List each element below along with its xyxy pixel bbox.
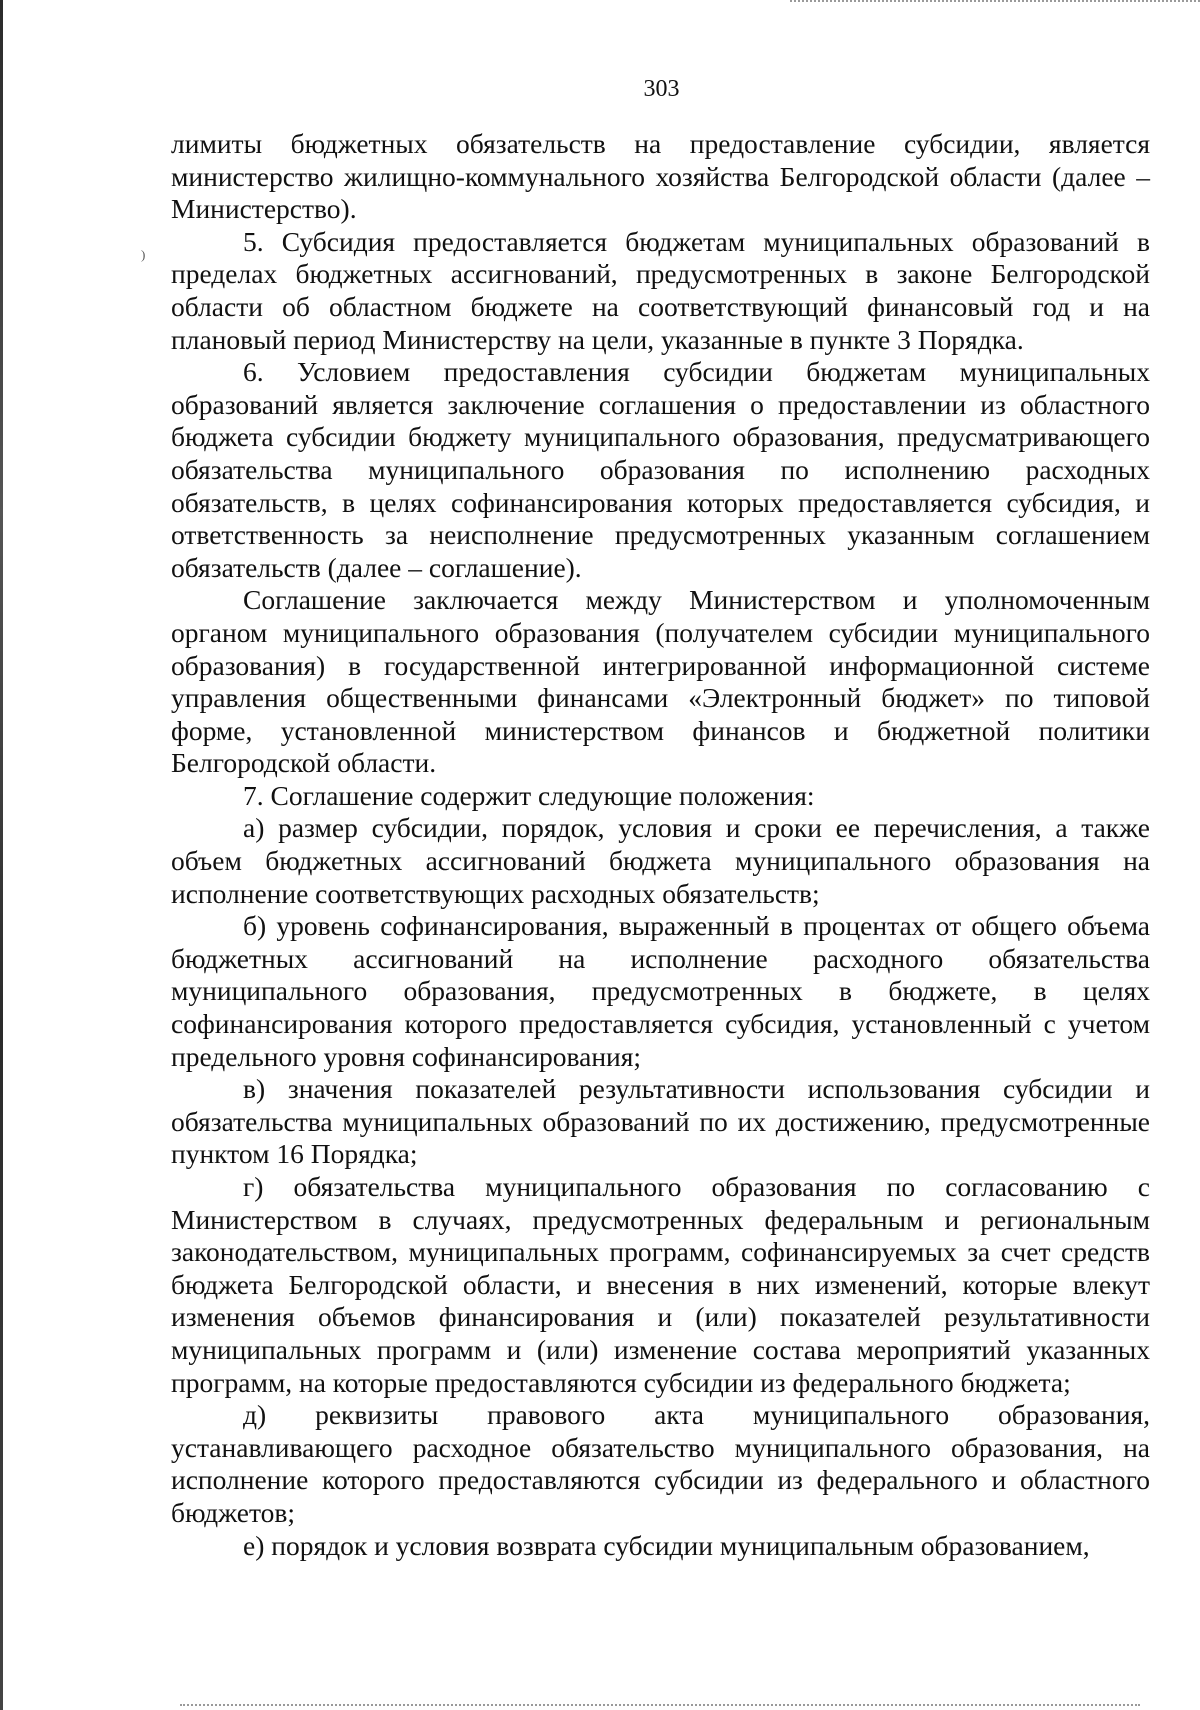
- paragraph-item-5: 5. Субсидия предоставляется бюджетам муниципальных образований в пределах бюджетных ассигнований, предусмотренных в законе Белгородской области об областном бюджете на соответствующий финансовый год и на плановый период Министерству на цели, указанные в пункте 3 Порядка.: [171, 225, 1150, 355]
- scan-left-edge: [0, 0, 3, 1710]
- paragraph-item-7: 7. Соглашение содержит следующие положения:: [243, 779, 815, 811]
- paragraph-subitem-g: г) обязательства муниципального образования по согласованию с Министерством в случаях, предусмотренных федеральным и региональным законодательством, муниципальных программ, софинансируемых за счет средств бюджета Белгородской области, и внесения в них изменений, которые влекут изменения объемов финансирования и (или) показателей результативности муниципальных программ и (или) изменение состава мероприятий указанных программ, на которые предоставляются субсидии из федерального бюджета;: [171, 1171, 1150, 1398]
- paragraph-continuation: лимиты бюджетных обязательств на предоставление субсидии, является министерство жилищно-коммунального хозяйства Белгородской области (далее – Министерство).: [171, 128, 1150, 225]
- document-body: [171, 128, 1150, 1562]
- scan-bottom-edge: [180, 1704, 1140, 1708]
- margin-mark: ): [141, 247, 146, 262]
- paragraph-subitem-b: б) уровень софинансирования, выраженный в процентах от общего объема бюджетных ассигнований на исполнение расходного обязательства муниципального образования, предусмотренных в бюджете, в целях софинансирования которого предоставляется субсидия, установленный с учетом предельного уровня софинансирования;: [171, 910, 1150, 1072]
- paragraph-subitem-a: а) размер субсидии, порядок, условия и сроки ее перечисления, а также объем бюджетных ассигнований бюджета муниципального образования на исполнение соответствующих расходных обязательств;: [171, 812, 1150, 909]
- paragraph-subitem-e: е) порядок и условия возврата субсидии муниципальным образованием,: [243, 1529, 1090, 1561]
- paragraph-agreement: Соглашение заключается между Министерством и уполномоченным органом муниципального образования (получателем субсидии муниципального образования) в государственной интегрированной информационной системе управления общественными финансами «Электронный бюджет» по типовой форме, установленной министерством финансов и бюджетной политики Белгородской области.: [171, 584, 1150, 779]
- paragraph-subitem-v: в) значения показателей результативности использования субсидии и обязательства муниципальных образований по их достижению, предусмотренные пунктом 16 Порядка;: [171, 1073, 1150, 1170]
- paragraph-subitem-d: д) реквизиты правового акта муниципального образования, устанавливающего расходное обязательство муниципального образования, на исполнение которого предоставляются субсидии из федерального и областного бюджетов;: [171, 1399, 1150, 1528]
- page-number: 303: [643, 76, 680, 102]
- paragraph-item-6: 6. Условием предоставления субсидии бюджетам муниципальных образований является заключение соглашения о предоставлении из областного бюджета субсидии бюджету муниципального образования, предусматривающего обязательства муниципального образования по исполнению расходных обязательств, в целях софинансирования которых предоставляется субсидия, и ответственность за неисполнение предусмотренных указанным соглашением обязательств (далее – соглашение).: [171, 356, 1150, 583]
- scan-top-edge: [790, 0, 1200, 4]
